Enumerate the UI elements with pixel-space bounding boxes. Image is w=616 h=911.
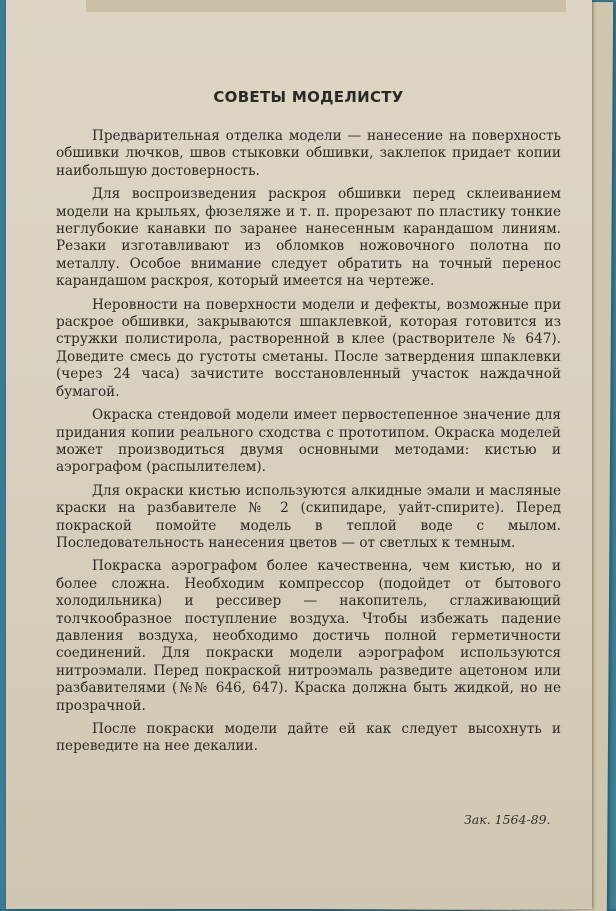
order-number: Зак. 1564-89.: [464, 812, 551, 827]
paragraph-2: Для воспроизведения раскроя обшивки перед склеиванием модели на крыльях, фюзеляже и т. п. прорезают по пластику тонкие неглубокие канавки по заранее нанесенным карандашом линиям. Резаки изготавливают из обломков ножовочного полотна по металлу. Особое внимание следует обратить на точный перенос карандашом раскроя, который имеется на чертеже.: [56, 186, 561, 290]
paragraph-5: Для окраски кистью используются алкидные эмали и масляные краски на разбавителе № 2 (скипидаре, уайт-спирите). Перед покраской помойте модель в теплой воде с мылом. Последовательность нанесения цветов — от светлых к темным.: [56, 482, 561, 551]
paragraph-4: Окраска стендовой модели имеет первостепенное значение для придания копии реального сходства с прототипом. Окраска моделей может производиться двумя основными методами: кистью и аэрографом (распылителем).: [56, 407, 561, 476]
paragraph-3: Неровности на поверхности модели и дефекты, возможные при раскрое обшивки, закрываются шпаклевкой, которая готовится из стружки полистирола, растворенной в клее (растворителе № 647). Доведите смесь до густоты сметаны. После затвердения шпаклевки (через 24 часа) зачистите восстановленный участок наждачной бумагой.: [56, 296, 561, 400]
paragraph-6: Покраска аэрографом более качественна, чем кистью, но и более сложна. Необходим компрессор (подойдет от бытового холодильника) и рессивер — накопитель, сглаживающий толчкообразное поступление воздуха. Чтобы избежать падение давления воздуха, необходимо достичь полной герметичности соединений. Для покраски модели аэрографом используются нитроэмали. Перед покраской нитроэмаль разведите ацетоном или разбавителями (№№ 646, 647). Краска должна быть жидкой, но не прозрачной.: [56, 558, 561, 714]
paragraph-1: Предварительная отделка модели — нанесение на поверхность обшивки лючков, швов стыковки обшивки, заклепок придает копии наибольшую достоверность.: [56, 128, 561, 179]
paragraph-7: После покраски модели дайте ей как следует высохнуть и переведите на нее декалии.: [56, 721, 561, 755]
document-page: [6, 0, 592, 909]
page-top-strip: [86, 0, 566, 12]
page-title: СОВЕТЫ МОДЕЛИСТУ: [213, 88, 404, 106]
document-content: [56, 88, 561, 762]
